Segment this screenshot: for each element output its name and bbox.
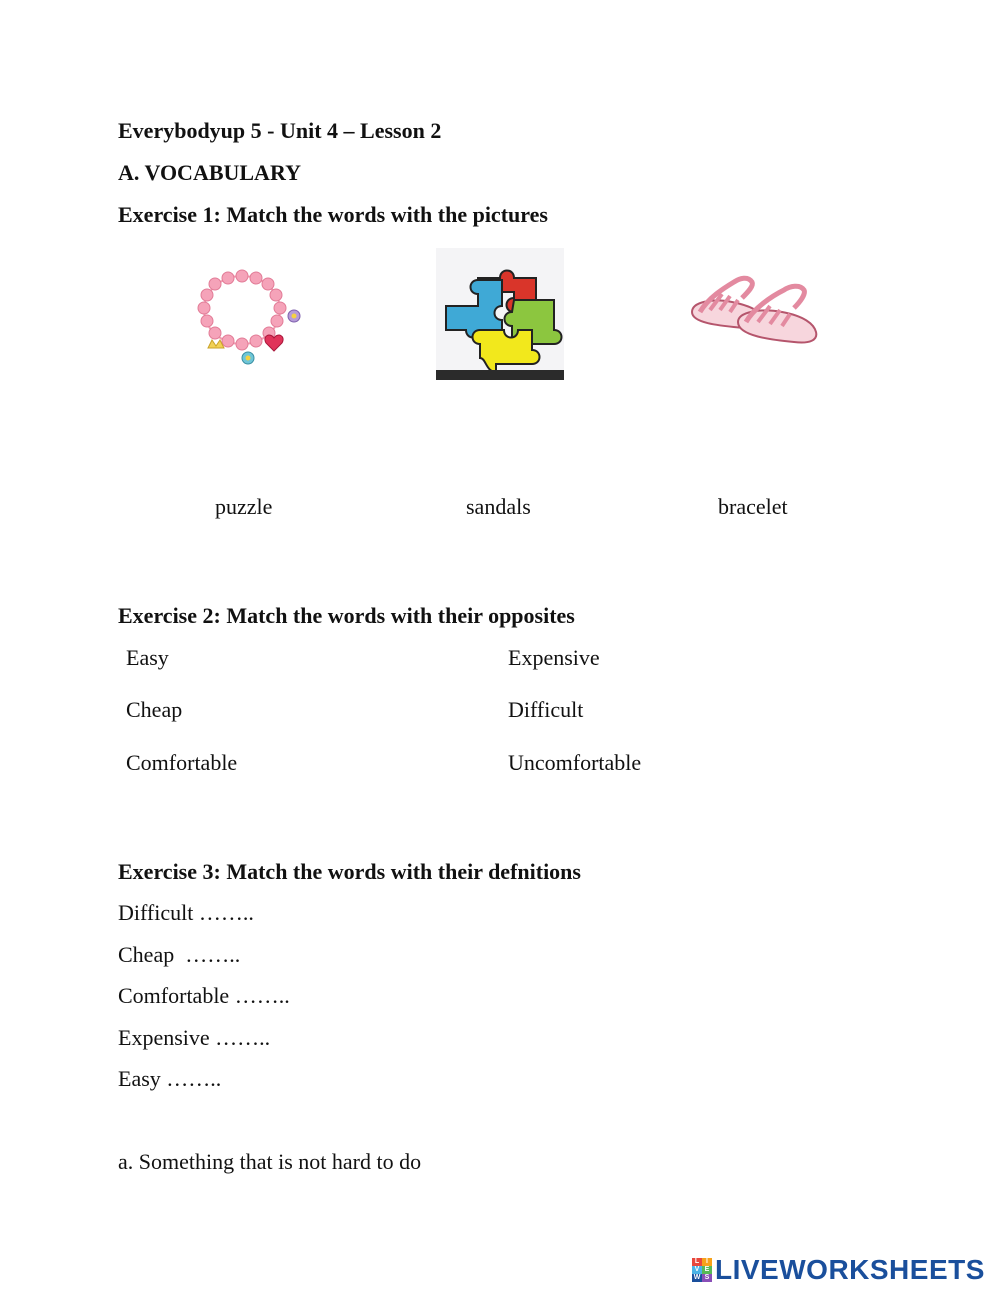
exercise1-heading: Exercise 1: Match the words with the pictures [118, 202, 548, 227]
sandals-icon [692, 278, 816, 342]
left-word: Comfortable [126, 750, 238, 775]
answer-item: Cheap …….. [118, 942, 241, 967]
exercise3-heading: Exercise 3: Match the words with their defnitions [118, 859, 581, 884]
left-word: Cheap [126, 697, 183, 722]
answer-item: Expensive …….. [118, 1025, 271, 1050]
answer-item: Easy …….. [118, 1066, 222, 1091]
right-word: Uncomfortable [508, 750, 642, 775]
worksheet-title: Everybodyup 5 - Unit 4 – Lesson 2 [118, 118, 442, 143]
word-puzzle: puzzle [215, 494, 273, 519]
sandals-picture [686, 262, 822, 362]
logo-text: LIVEWORKSHEETS [715, 1254, 985, 1285]
liveworksheets-logo[interactable] [692, 1254, 985, 1286]
puzzle-picture [436, 248, 564, 380]
definition-a: a. Something that is not hard to do [118, 1149, 422, 1174]
logo-badge-icon: L I V E W S [692, 1258, 712, 1282]
exercise2-heading: Exercise 2: Match the words with their opposites [118, 603, 575, 628]
bracelet-icon [198, 270, 300, 364]
right-word: Difficult [508, 697, 584, 722]
word-sandals: sandals [466, 494, 531, 519]
section-heading: A. VOCABULARY [118, 160, 301, 185]
bracelet-picture [190, 262, 308, 372]
right-word: Expensive [508, 645, 600, 670]
left-word: Easy [126, 645, 169, 670]
word-bracelet: bracelet [718, 494, 788, 519]
answer-item: Comfortable …….. [118, 983, 290, 1008]
answer-item: Difficult …….. [118, 900, 254, 925]
